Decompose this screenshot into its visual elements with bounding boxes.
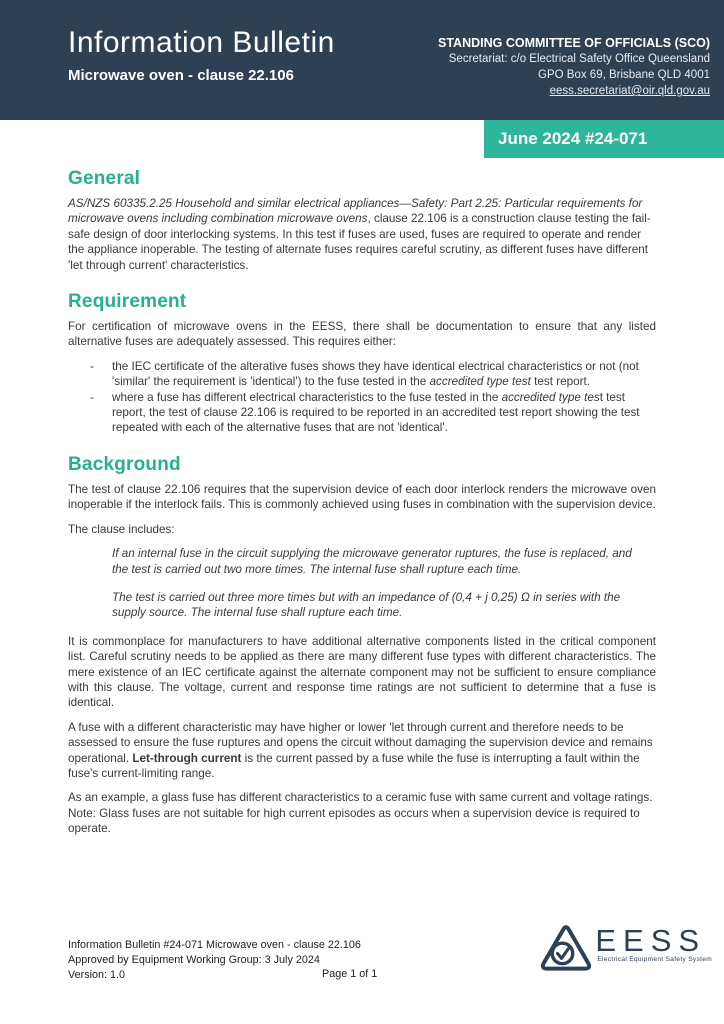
rcm-checkmark-icon: [539, 924, 593, 974]
bullet-dash: -: [90, 390, 94, 404]
let-through-current-term: Let-through current: [132, 751, 242, 765]
section-heading-background: Background: [68, 453, 181, 475]
background-paragraph-1: The test of clause 22.106 requires that the supervision device of each door interlock renders the microwave oven inoperable if the interlock fails. This is commonly achieved using fuses in combination with the supervision device.: [68, 482, 656, 512]
eess-logo-text: [595, 924, 712, 963]
document-header: [0, 0, 724, 120]
clause-quote-2: The test is carried out three more times but with an impedance of (0,4 + j 0,25) Ω in series with the supply source. The internal fuse shall rupture each time.: [112, 590, 621, 620]
requirement-bullet-list: [90, 359, 656, 436]
background-paragraph-5: As an example, a glass fuse has different characteristics to a ceramic fuse with same current and voltage ratings. Note: Glass fuses are not suitable for high current episodes as occurs when a supervision device is required to operate.: [68, 791, 653, 836]
footer-bulletin-line: Information Bulletin #24-071 Microwave oven - clause 22.106: [68, 939, 361, 951]
address-line: GPO Box 69, Brisbane QLD 4001: [538, 69, 710, 81]
requirement-intro: For certification of microwave ovens in the EESS, there shall be documentation to ensure that any listed alternative fuses are adequately assessed. This requires either:: [68, 320, 656, 349]
footer-version-line: Version: 1.0: [68, 969, 126, 981]
page-title: Information Bulletin: [68, 26, 335, 59]
document-body: [68, 168, 656, 846]
issue-banner: June 2024 #24-071: [484, 120, 724, 158]
eess-logo: [539, 924, 712, 974]
list-item: [90, 390, 656, 436]
email-link[interactable]: eess.secretariat@oir.qld.gov.au: [549, 85, 710, 97]
bullet-dash: -: [90, 359, 94, 373]
section-heading-requirement: Requirement: [68, 291, 187, 313]
header-contact-block: [438, 35, 710, 99]
background-paragraph-4: A fuse with a different characteristic may have higher or lower 'let through current and therefore needs to be assessed to ensure the fuse ruptures and opens the circuit without damaging the supervision device and remains operational. Let-through current is the current passed by a fuse while the fuse is interrupting a fault within the fuse's current-limiting range.: [68, 720, 653, 780]
page-number: Page 1 of 1: [322, 968, 378, 980]
eess-logo-tagline: Electrical Equipment Safety System: [597, 956, 712, 963]
section-heading-general: General: [68, 168, 141, 189]
bullet-text: the IEC certificate of the alterative fuses shows they have identical electrical characteristics or not (not 'similar' the requirement is 'identical') to the fuse tested in the accredited type test test report.: [112, 359, 639, 389]
background-paragraph-3: It is commonplace for manufacturers to have additional alternative components listed in the critical component list. Careful scrutiny needs to be applied as there are many different fuse types with different characteristics. The mere existence of an IEC certificate against the alternate component may not be sufficient to ensure compliance with this clause. The voltage, current and response time ratings are not sufficient to determine that a fuse is identical.: [68, 634, 656, 710]
footer-info-block: [68, 938, 361, 983]
background-paragraph-2: The clause includes:: [68, 522, 175, 536]
standard-reference: AS/NZS 60335.2.25 Household and similar electrical appliances—Safety: Part 2.25: Particular requirements for microwave ovens including combination microwave ovens: [68, 197, 643, 226]
committee-name: STANDING COMMITTEE OF OFFICIALS (SCO): [438, 36, 710, 50]
secretariat-line: Secretariat: c/o Electrical Safety Office Queensland: [448, 53, 710, 65]
general-paragraph: AS/NZS 60335.2.25 Household and similar electrical appliances—Safety: Part 2.25: Particular requirements for microwave ovens including combination microwave ovens, clause 22.106 is a construction clause testing the fail-safe design of door interlocking systems. In this test if fuses are used, fuses are required to operate and render the appliance inoperable. The testing of alternate fuses requires careful scrutiny, as different fuses have different 'let through current' characteristics.: [68, 197, 651, 272]
list-item: [90, 359, 656, 390]
clause-quote-1: If an internal fuse in the circuit supplying the microwave generator ruptures, the fuse is replaced, and the test is carried out two more times. The internal fuse shall rupture each time.: [112, 547, 632, 576]
footer-approval-line: Approved by Equipment Working Group: 3 July 2024: [68, 954, 320, 966]
page-subtitle: Microwave oven - clause 22.106: [68, 67, 294, 84]
eess-logo-letters: EESS: [595, 923, 707, 958]
bullet-text: where a fuse has different electrical characteristics to the fuse tested in the accredited type test test report, the test of clause 22.106 is required to be reported in an accredited test report showing the test repeated with each of the alternative fuses that are not 'identical'.: [112, 390, 640, 435]
